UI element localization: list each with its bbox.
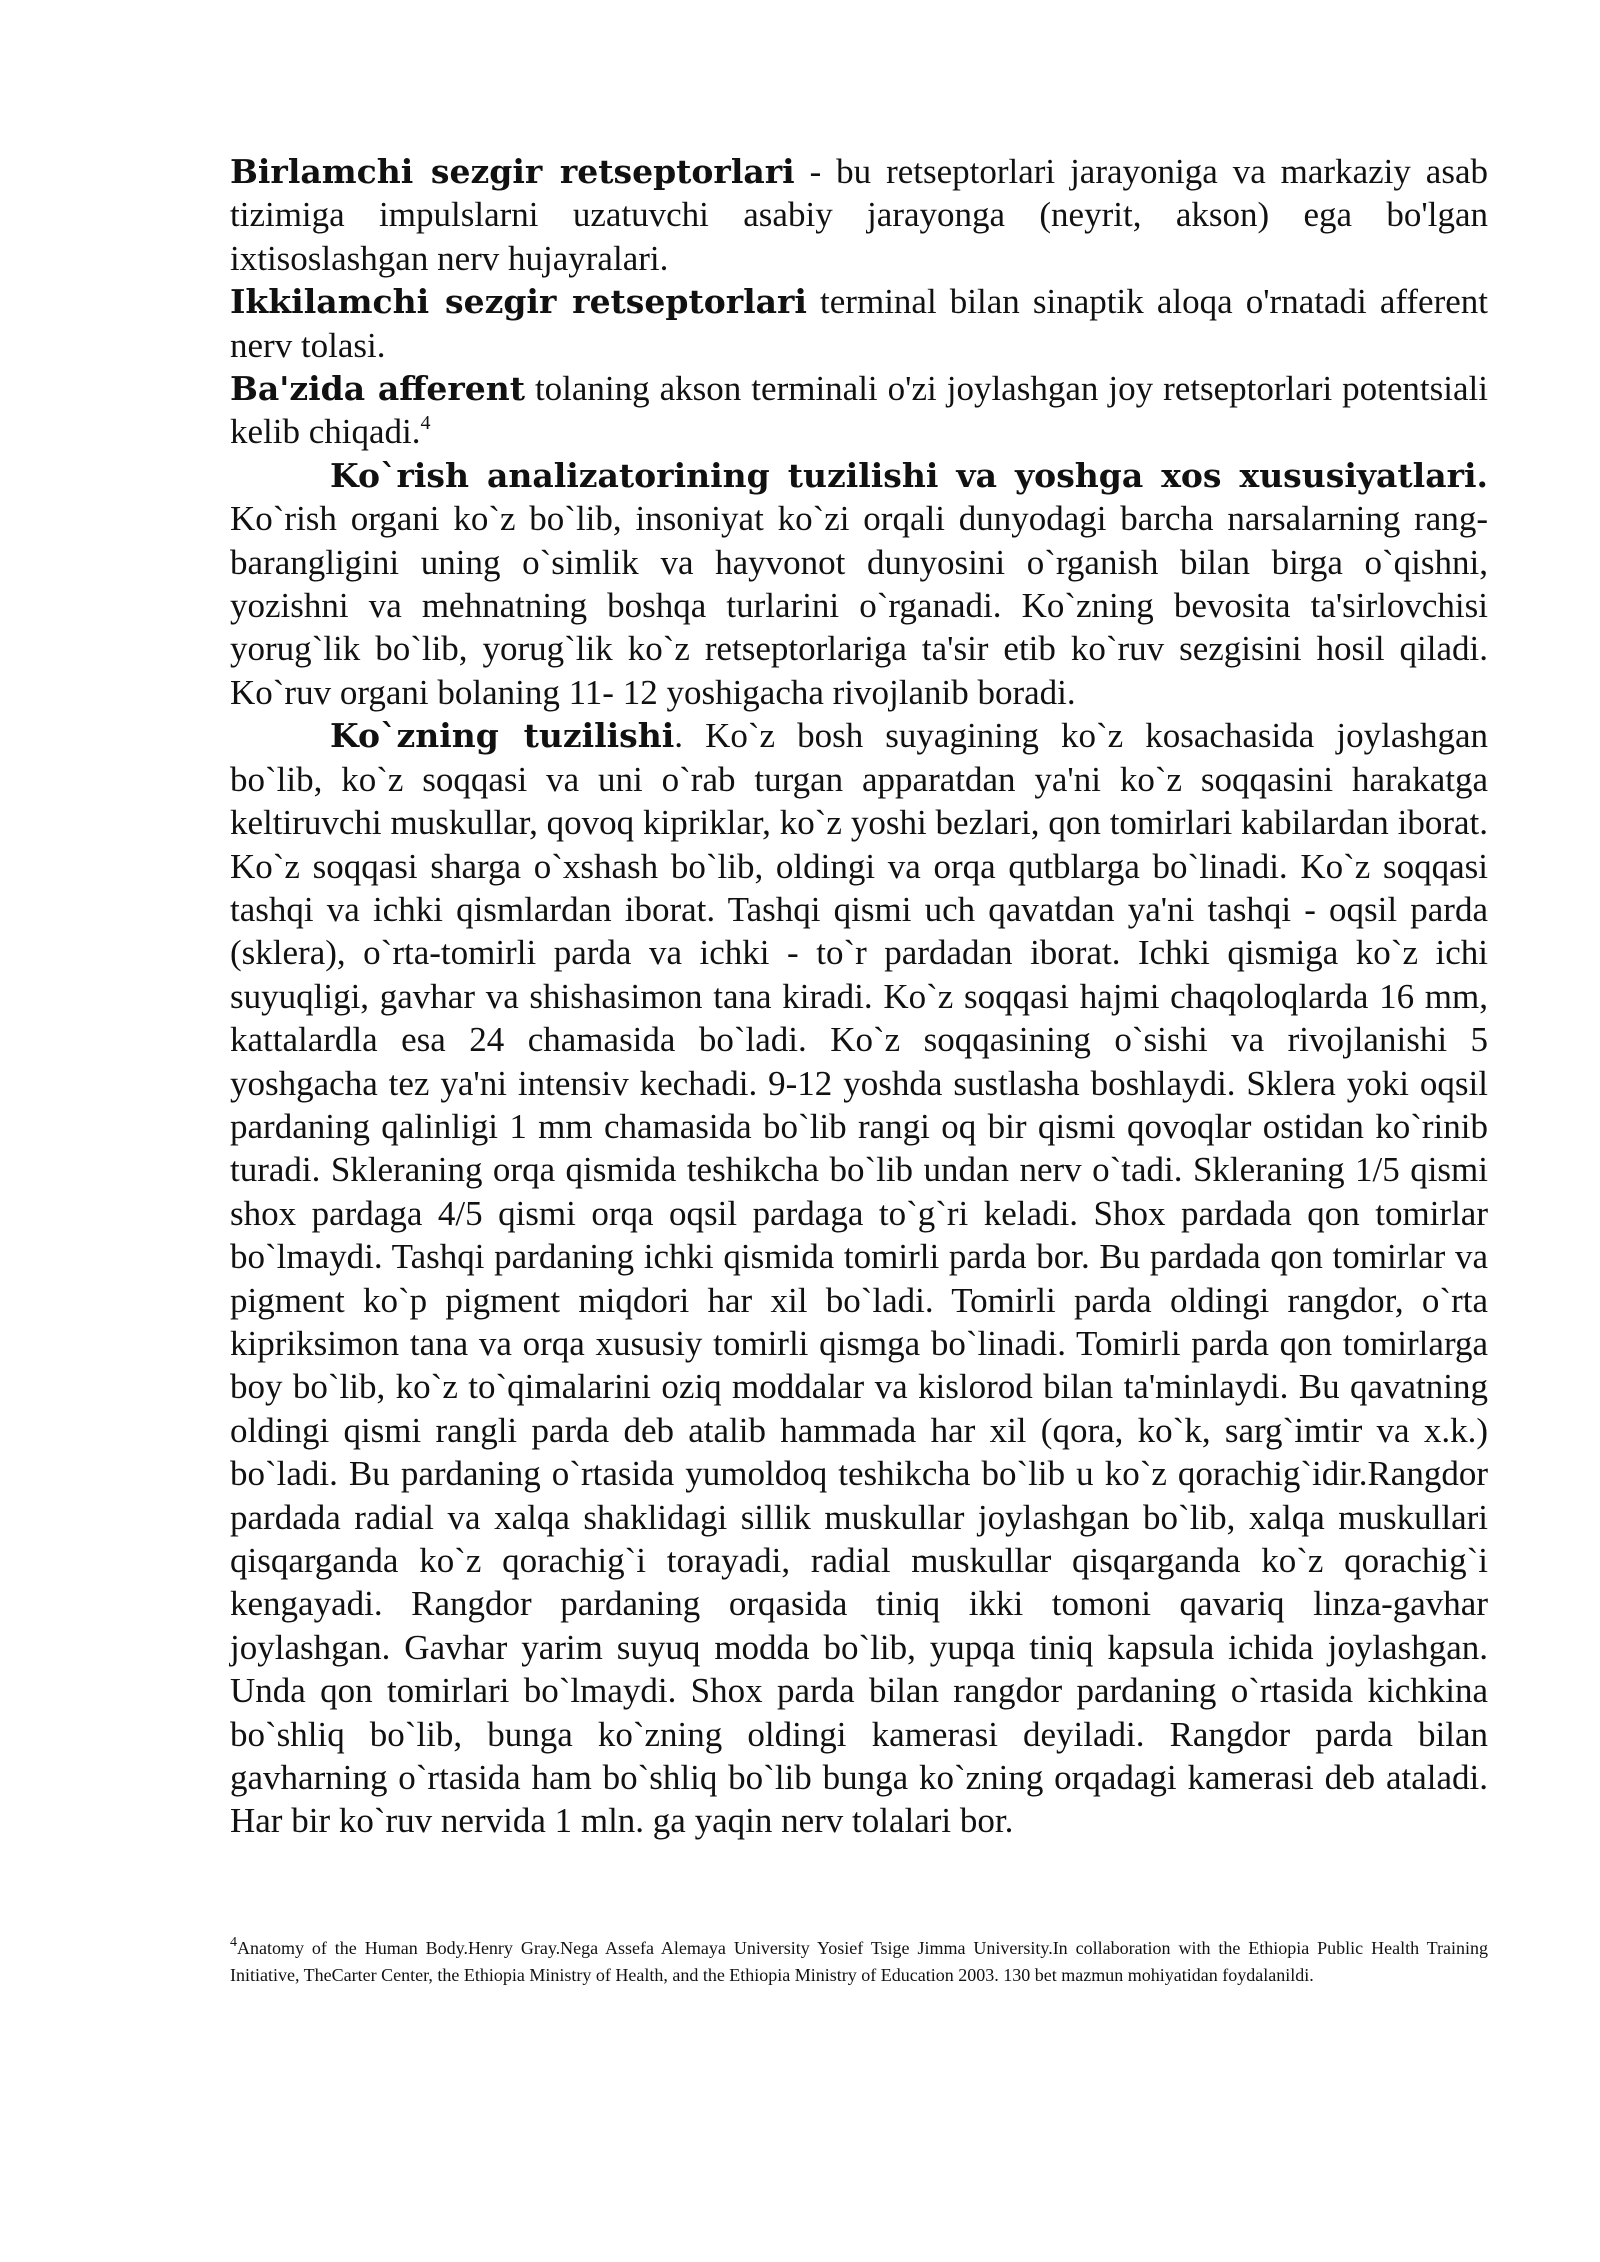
footnote-reference: 4 bbox=[420, 412, 431, 435]
body-text bbox=[230, 150, 1488, 1843]
paragraph-text: terminal bilan sinaptik aloqa o'rnatadi afferent nerv tolasi. bbox=[230, 282, 1488, 365]
paragraph-secondary-receptors bbox=[230, 280, 1488, 367]
paragraph-text: - bu retseptorlari jarayoniga va markaziy asab tizimiga impulslarni uzatuvchi asabiy jarayonga (neyrit, akson) ega bo'lgan ixtisoslashgan nerv hujayralari. bbox=[230, 152, 1488, 278]
heading-visual-analyzer: Ko`rish analizatorining tuzilishi va yoshga xos xususiyatlari. bbox=[330, 455, 1488, 495]
paragraph-eye-structure bbox=[230, 714, 1488, 1843]
footnote-text: Anatomy of the Human Body.Henry Gray.Nega Assefa Alemaya University Yosief Tsige Jimma University.In collaboration with the Ethiopia Public Health Training Initiative, TheCarter Center, the Ethiopia Ministry of Health, and the Ethiopia Ministry of Education 2003. 130 bet mazmun mohiyatidan foydalanildi. bbox=[230, 1938, 1488, 1985]
paragraph-text: Ko`rish organi ko`z bo`lib, insoniyat ko`zi orqali dunyodagi barcha narsalarning rang-barangligini uning o`simlik va hayvonot dunyosini o`rganish bilan birga o`qishni, yozishni va mehnatning boshqa turlarini o`rganadi. Ko`zning bevosita ta'sirlovchisi yorug`lik bo`lib, yorug`lik ko`z retseptorlariga ta'sir etib ko`ruv sezgisini hosil qiladi. Ko`ruv organi bolaning 11- 12 yoshigacha rivojlanib boradi. bbox=[230, 499, 1488, 712]
paragraph-text: tolaning akson terminali o'zi joylashgan joy retseptorlari potentsiali kelib chiqadi. bbox=[230, 369, 1488, 452]
footnote bbox=[230, 1935, 1488, 1989]
term-primary-receptors: Birlamchi sezgir retseptorlari bbox=[230, 152, 795, 191]
paragraph-visual-analyzer bbox=[230, 454, 1488, 714]
paragraph-primary-receptors bbox=[230, 150, 1488, 280]
term-afferent: Ba'zida afferent bbox=[230, 369, 525, 409]
heading-eye-structure: Ko`zning tuzilishi bbox=[330, 716, 675, 756]
term-secondary-receptors: Ikkilamchi sezgir retseptorlari bbox=[230, 282, 807, 322]
paragraph-text: . Ko`z bosh suyagining ko`z kosachasida joylashgan bo`lib, ko`z soqqasi va uni o`rab turgan apparatdan ya'ni ko`z soqqasini harakatga keltiruvchi muskullar, qovoq kipriklar, ko`z yoshi bezlari, qon tomirlari kabilardan iborat. Ko`z soqqasi sharga o`xshash bo`lib, oldingi va orqa qutblarga bo`linadi. Ko`z soqqasi tashqi va ichki qismlardan iborat. Tashqi qismi uch qavatdan ya'ni tashqi - oqsil parda (sklera), o`rta-tomirli parda va ichki - to`r pardadan iborat. Ichki qismiga ko`z ichi suyuqligi, gavhar va shishasimon tana kiradi. Ko`z soqqasi hajmi chaqoloqlarda 16 mm, kattalardla esa 24 chamasida bo`ladi. Ko`z soqqasining o`sishi va rivojlanishi 5 yoshgacha tez ya'ni intensiv kechadi. 9-12 yoshda sustlasha boshlaydi. Sklera yoki oqsil pardaning qalinligi 1 mm chamasida bo`lib rangi oq bir qismi qovoqlar ostidan ko`rinib turadi. Skleraning orqa qismida teshikcha bo`lib undan nerv o`tadi. Skleraning 1/5 qismi shox pardaga 4/5 qismi orqa oqsil pardaga to`g`ri keladi. Shox pardada qon tomirlar bo`lmaydi. Tashqi pardaning ichki qismida tomirli parda bor. Bu pardada qon tomirlar va pigment ko`p pigment miqdori har xil bo`ladi. Tomirli parda oldingi rangdor, o`rta kipriksimon tana va orqa xususiy tomirli qismga bo`linadi. Tomirli parda qon tomirlarga boy bo`lib, ko`z to`qimalarini oziq moddalar va kislorod bilan ta'minlaydi. Bu qavatning oldingi qismi rangli parda deb atalib hammada har xil (qora, ko`k, sarg`imtir va x.k.) bo`ladi. Bu pardaning o`rtasida yumoldoq teshikcha bo`lib u ko`z qorachig`idir.Rangdor pardada radial va xalqa shaklidagi sillik muskullar joylashgan bo`lib, xalqa muskullari qisqarganda ko`z qorachig`i torayadi, radial muskullar qisqarganda ko`z qorachig`i kengayadi. Rangdor pardaning orqasida tiniq ikki tomoni qavariq linza-gavhar joylashgan. Gavhar yarim suyuq modda bo`lib, yupqa tiniq kapsula ichida joylashgan. Unda qon tomirlari bo`lmaydi. Shox parda bilan rangdor pardaning o`rtasida kichkina bo`shliq bo`lib, bunga ko`zning oldingi kamerasi deyiladi. Rangdor parda bilan gavharning o`rtasida ham bo`shliq bo`lib bunga ko`zning orqadagi kamerasi deb ataladi. Har bir ko`ruv nervida 1 mln. ga yaqin nerv tolalari bor. bbox=[230, 716, 1489, 1841]
footnote-mark: 4 bbox=[230, 1935, 237, 1950]
paragraph-afferent bbox=[230, 367, 1488, 454]
